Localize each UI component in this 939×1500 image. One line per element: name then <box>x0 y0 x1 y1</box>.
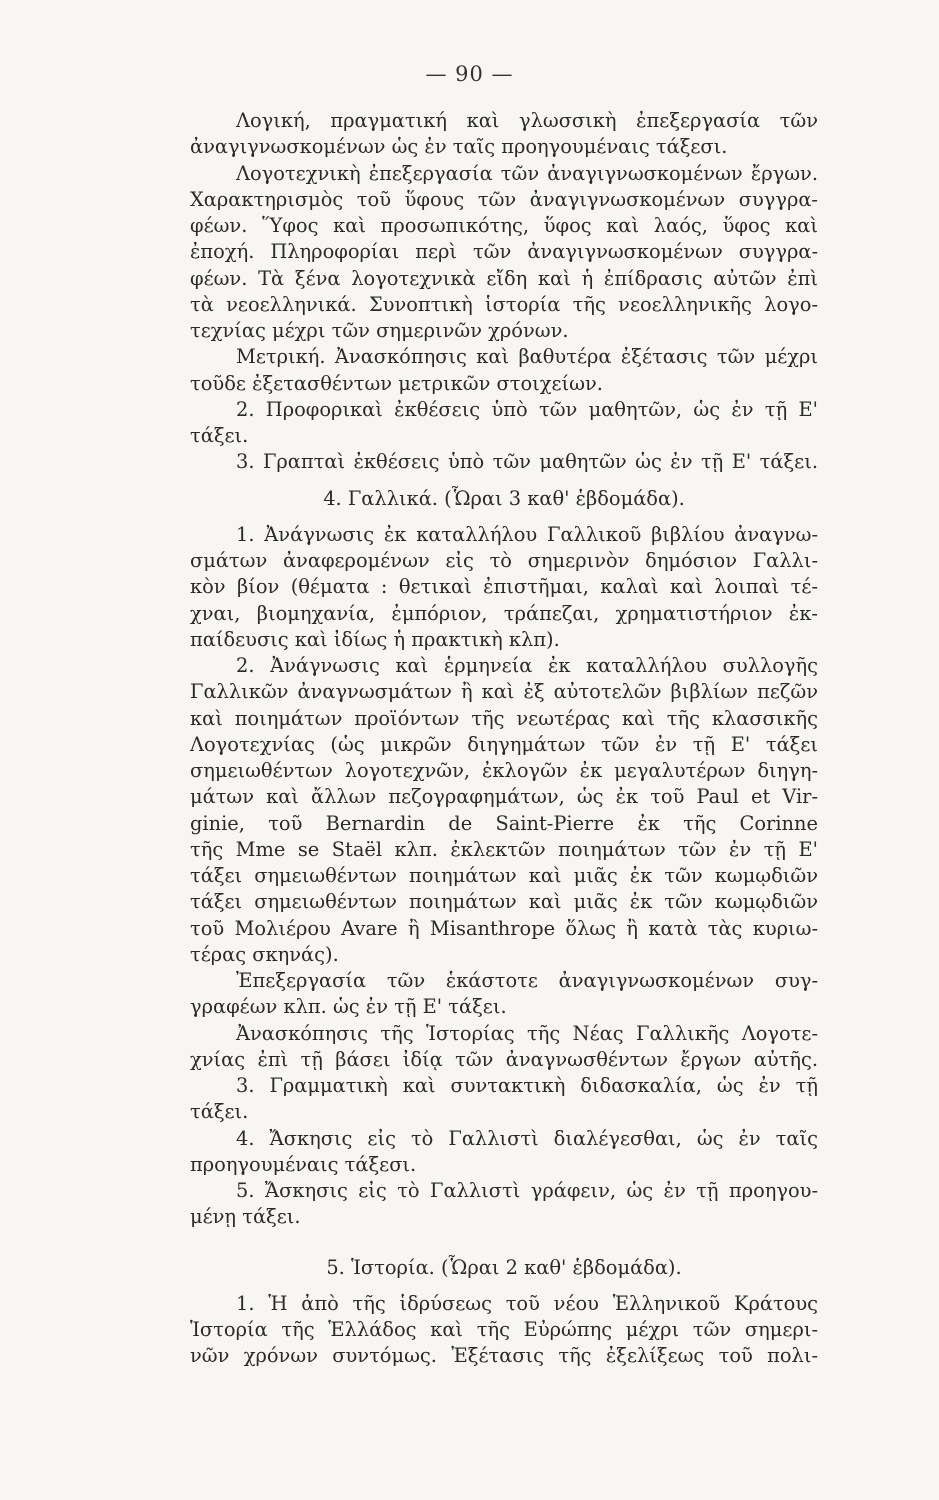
text-line: τὰ νεοελληνικά. Συνοπτικὴ ἱστορία τῆς νεοελληνικῆς λογο- <box>190 292 818 316</box>
text-line: κὸν βίον (θέματα : θετικαὶ ἐπιστῆμαι, καλαὶ καὶ λοιπαὶ τέ- <box>190 575 818 599</box>
section-heading-french: 4. Γαλλικά. (Ὧραι 3 καθ' ἑβδομάδα). <box>323 486 685 510</box>
text-line: Λογοτεχνίας (ὡς μικρῶν διηγημάτων τῶν ἐν τῇ Ε' τάξει <box>190 732 818 756</box>
text-line: Ἱστορία τῆς Ἑλλάδος καὶ τῆς Εὐρώπης μέχρι τῶν σημερι- <box>190 1318 818 1341</box>
text-line: χναι, βιομηχανία, ἐμπόριον, τράπεζαι, χρηματιστήριον ἐκ- <box>190 601 818 625</box>
text-line: 5. Ἄσκησις εἰς τὸ Γαλλιστὶ γράφειν, ὡς ἐν τῇ προηγου- <box>236 1179 818 1202</box>
text-line: σημειωθέντων λογοτεχνῶν, ἐκλογῶν ἐκ μεγαλυτέρων διηγη- <box>190 759 818 782</box>
text-line: 4. Ἄσκησις εἰς τὸ Γαλλιστὶ διαλέγεσθαι, ὡς ἐν ταῖς <box>236 1126 818 1150</box>
text-line: μένῃ τάξει. <box>190 1205 301 1229</box>
text-line: ἐποχή. Πληροφορίαι περὶ τῶν ἀναγιγνωσκομένων συγγρα- <box>190 240 818 264</box>
page-number: — 90 — <box>425 62 514 86</box>
text-line: καὶ ποιημάτων προϊόντων τῆς νεωτέρας καὶ τῆς κλασσικῆς <box>190 706 818 730</box>
text-line: τεχνίας μέχρι τῶν σημερινῶν χρόνων. <box>190 319 569 342</box>
text-line: τῆς Mme se Staël κλπ. ἐκλεκτῶν ποιημάτων τῶν ἐν τῇ Ε' <box>190 837 818 861</box>
text-line: νῶν χρόνων συντόμως. Ἐξέτασις τῆς ἐξελίξεως τοῦ πολι- <box>190 1344 818 1368</box>
text-line: Ἐπεξεργασία τῶν ἑκάστοτε ἀναγιγνωσκομένων συγ- <box>236 969 818 992</box>
text-line: σμάτων ἀναφερομένων εἰς τὸ σημερινὸν δημόσιον Γαλλι- <box>190 549 818 572</box>
text-line: μάτων καὶ ἄλλων πεζογραφημάτων, ὡς ἐκ τοῦ Paul et Vir- <box>190 785 818 809</box>
text-line: Ἀνασκόπησις τῆς Ἱστορίας τῆς Νέας Γαλλικῆς Λογοτε- <box>236 1021 818 1045</box>
text-line: τοῦ Μολιέρου Avare ἢ Misanthrope ὅλως ἢ κατὰ τὰς κυριω- <box>190 916 818 940</box>
text-line: Λογοτεχνικὴ ἐπεξεργασία τῶν ἀναγιγνωσκομένων ἔργων. <box>236 161 818 185</box>
text-line: χνίας ἐπὶ τῇ βάσει ἰδίᾳ τῶν ἀναγνωσθέντων ἔργων αὐτῆς. <box>190 1047 818 1071</box>
text-line: φέων. Ὕφος καὶ προσωπικότης, ὕφος καὶ λαός, ὕφος καὶ <box>190 214 818 237</box>
text-line: Γαλλικῶν ἀναγνωσμάτων ἢ καὶ ἐξ αὐτοτελῶν βιβλίων πεζῶν <box>190 680 818 704</box>
text-line: τοῦδε ἐξετασθέντων μετρικῶν στοιχείων. <box>190 371 603 395</box>
text-line: ginie, τοῦ Bernardin de Saint-Pierre ἐκ τῆς Corinne <box>190 811 818 835</box>
text-line: τέρας σκηνάς). <box>190 942 339 966</box>
text-line: Μετρική. Ἀνασκόπησις καὶ βαθυτέρα ἐξέτασις τῶν μέχρι <box>236 345 818 369</box>
text-line: 2. Ἀνάγνωσις καὶ ἑρμηνεία ἐκ καταλλήλου συλλογῆς <box>236 654 818 677</box>
text-line: παίδευσις καὶ ἰδίως ἡ πρακτικὴ κλπ). <box>190 627 560 651</box>
text-line: Λογική, πραγματική καὶ γλωσσικὴ ἐπεξεργασία τῶν <box>236 109 818 132</box>
text-line: ἀναγιγνωσκομένων ὡς ἐν ταῖς προηγουμέναις τάξεσι. <box>190 135 728 159</box>
text-line: τάξει. <box>190 1100 249 1124</box>
text-line: 1. Ἡ ἀπὸ τῆς ἱδρύσεως τοῦ νέου Ἑλληνικοῦ Κράτους <box>236 1291 818 1315</box>
text-line: γραφέων κλπ. ὡς ἐν τῇ Ε' τάξει. <box>190 995 507 1019</box>
text-line: προηγουμέναις τάξεσι. <box>190 1152 417 1176</box>
text-line: 2. Προφορικαὶ ἐκθέσεις ὑπὸ τῶν μαθητῶν, ὡς ἐν τῇ Ε' <box>236 397 818 421</box>
text-line: φέων. Τὰ ξένα λογοτεχνικὰ εἴδη καὶ ἡ ἐπίδρασις αὐτῶν ἐπὶ <box>190 266 818 290</box>
text-line: τάξει. <box>190 424 249 447</box>
text-line: τάξει σημειωθέντων ποιημάτων καὶ μιᾶς ἐκ τῶν κωμῳδιῶν <box>190 864 818 887</box>
text-line: 1. Ἀνάγνωσις ἐκ καταλλήλου Γαλλικοῦ βιβλίου ἀναγνω- <box>236 522 818 546</box>
text-line: τάξει σημειωθέντων ποιημάτων καὶ μιᾶς ἐκ τῶν κωμῳδιῶν <box>190 890 818 914</box>
section-heading-history: 5. Ἱστορία. (Ὧραι 2 καθ' ἑβδομάδα). <box>326 1255 682 1279</box>
page-body <box>190 108 818 1370</box>
text-line: 3. Γραπταὶ ἐκθέσεις ὑπὸ τῶν μαθητῶν ὡς ἐν τῇ Ε' τάξει. <box>236 450 818 474</box>
text-line: Χαρακτηρισμὸς τοῦ ὕφους τῶν ἀναγιγνωσκομένων συγγρα- <box>190 187 818 211</box>
text-line: 3. Γραμματικὴ καὶ συντακτικὴ διδασκαλία, ὡς ἐν τῇ <box>236 1074 818 1097</box>
